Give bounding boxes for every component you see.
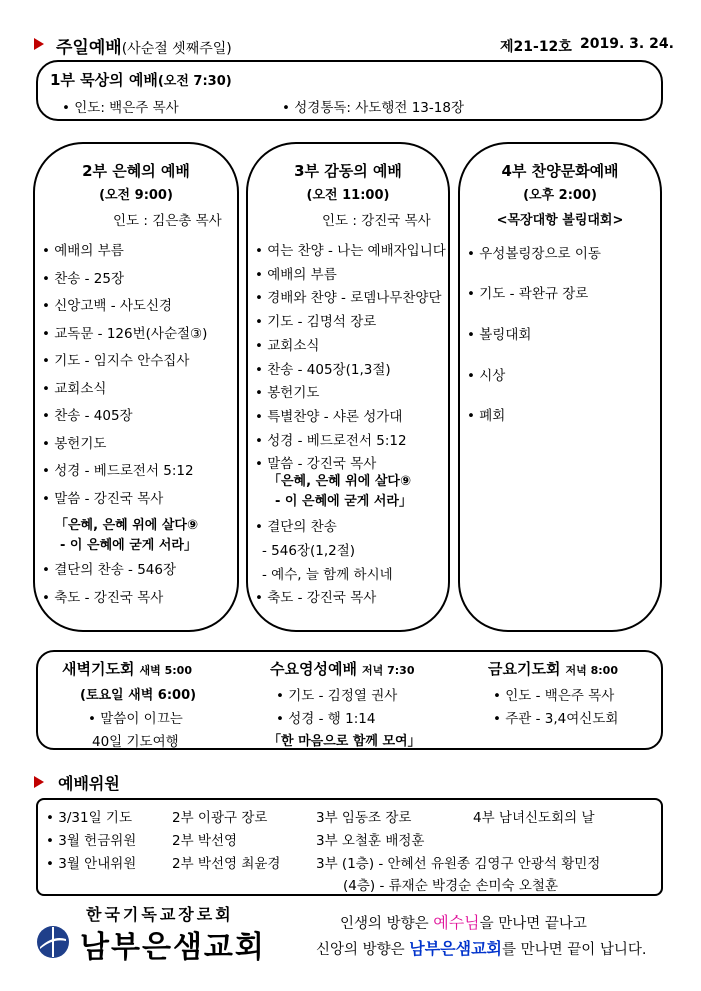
service3-item-benediction: • 축도 - 강진국 목사 (255, 590, 377, 606)
service1-title: 1부 묵상의 예배(오전 7:30) (50, 71, 232, 89)
staff-heading: 예배위원 (58, 774, 120, 793)
service3-item: • 기도 - 김명석 장로 (255, 314, 377, 331)
service2-item: • 봉헌기도 (42, 435, 107, 452)
fri-leader: • 인도 - 백은주 목사 (493, 688, 615, 704)
service3-sermon-line2: - 이 은혜에 굳게 서라」 (275, 494, 412, 509)
service4-item-closing: • 폐회 (467, 408, 506, 424)
header-arrow-icon (34, 38, 44, 50)
service3-item: • 특별찬양 - 샤론 성가대 (255, 408, 403, 425)
staff-arrow-icon (34, 776, 44, 788)
service3-item-hymn-number: - 546장(1,2절) (262, 543, 356, 559)
church-logo-icon (36, 925, 70, 959)
service4-title: 4부 찬양문화예배 (501, 162, 619, 180)
wed-reading: • 성경 - 행 1:14 (276, 711, 376, 727)
service4-item-prayer: • 기도 - 곽완규 장로 (467, 286, 589, 302)
staff-row3-p3: 3부 (1층) - 안혜선 유원종 김영구 안광석 황민정 (316, 856, 601, 872)
service2-item: • 말씀 - 강진국 목사 (42, 490, 164, 507)
service3-item: • 여는 찬양 - 나는 예배자입니다 (255, 243, 446, 259)
service2-item: • 찬송 - 25장 (42, 270, 125, 287)
staff-row1-p3: 3부 임동조 장로 (316, 810, 412, 826)
church-name: 남부은샘교회 (80, 930, 266, 965)
service3-item: • 성경 - 베드로전서 5:12 (255, 432, 407, 449)
wed-title: 수요영성예배 저녁 7:30 (270, 660, 415, 678)
service2-item: • 신앙고백 - 사도신경 (42, 298, 173, 314)
service2-sermon-line1: 「은혜, 은혜 위에 살다⑨ (55, 518, 198, 533)
staff-row2-p3: 3부 오철훈 배정훈 (316, 833, 425, 849)
dawn-saturday: (토요일 새벽 6:00) (80, 688, 197, 703)
service2-item: • 교독문 - 126번(사순절③) (42, 325, 208, 342)
service4-time: (오후 2:00) (523, 188, 597, 203)
service2-item: • 기도 - 임지수 안수집사 (42, 353, 190, 369)
service2-item: • 성경 - 베드로전서 5:12 (42, 463, 194, 479)
service4-item-move: • 우성볼링장으로 이동 (467, 246, 601, 262)
service2-item-closing-hymn: • 결단의 찬송 - 546장 (42, 562, 177, 578)
service3-item: • 말씀 - 강진국 목사 (255, 456, 377, 473)
service3-item: • 경배와 찬양 - 로뎀나무찬양단 (255, 290, 442, 307)
dawn-line1: • 말씀이 이끄는 (88, 711, 183, 727)
staff-row3-p2: 2부 박선영 최윤경 (172, 856, 281, 872)
service1-reading: • 성경통독: 사도행전 13-18장 (282, 100, 464, 116)
service2-item: • 교회소식 (42, 380, 107, 397)
dawn-line2: 40일 기도여행 (92, 734, 179, 750)
staff-row1-label: • 3/31일 기도 (46, 810, 132, 826)
fri-host: • 주관 - 3,4여신도회 (493, 711, 619, 727)
wed-prayer: • 기도 - 김정열 권사 (276, 688, 398, 704)
service2-leader: 인도 : 김은총 목사 (113, 213, 222, 229)
service2-item: • 찬송 - 405장 (42, 408, 133, 424)
service4-event: <목장대항 볼링대회> (496, 213, 624, 228)
service3-time: (오전 11:00) (306, 188, 390, 203)
staff-row4: (4층) - 류재순 박경순 손미숙 오철훈 (343, 878, 558, 894)
service3-item: • 교회소식 (255, 337, 320, 354)
service4-item-awards: • 시상 (467, 368, 506, 384)
service3-item-closing-hymn: • 결단의 찬송 (255, 519, 337, 535)
service2-title: 2부 은혜의 예배 (82, 162, 190, 180)
service2-time: (오전 9:00) (99, 188, 173, 203)
staff-row1-p4: 4부 남녀신도회의 날 (473, 810, 595, 826)
service3-title: 3부 감동의 예배 (294, 162, 402, 180)
service3-sermon-line1: 「은혜, 은혜 위에 살다⑨ (268, 474, 411, 489)
service3-leader: 인도 : 강진국 목사 (322, 213, 431, 229)
service1-leader: • 인도: 백은주 목사 (62, 100, 179, 116)
dawn-title: 새벽기도회 새벽 5:00 (62, 660, 192, 678)
service2-sermon-line2: - 이 은혜에 굳게 서라」 (60, 538, 197, 553)
slogan-line2: 신앙의 방향은 남부은샘교회를 만나면 끝이 납니다. (316, 939, 647, 958)
service4-item-bowling: • 볼링대회 (467, 327, 532, 343)
fri-title: 금요기도회 저녁 8:00 (488, 660, 618, 678)
service3-item: • 찬송 - 405장(1,3절) (255, 361, 391, 378)
issue-date: 2019. 3. 24. (580, 36, 674, 52)
issue-number: 제21-12호 (500, 39, 572, 55)
service2-item-benediction: • 축도 - 강진국 목사 (42, 590, 164, 606)
service3-item-hymn-title: - 예수, 늘 함께 하시네 (262, 567, 393, 583)
staff-row1-p2: 2부 이광구 장로 (172, 810, 268, 826)
service3-item: • 예배의 부름 (255, 266, 337, 283)
staff-row2-p2: 2부 박선영 (172, 833, 238, 849)
slogan-line1: 인생의 방향은 예수님을 만나면 끝나고 (340, 913, 587, 932)
page-title: 주일예배(사순절 셋째주일) (56, 38, 232, 58)
staff-row3-label: • 3월 안내위원 (46, 856, 137, 872)
service3-item: • 봉헌기도 (255, 385, 320, 402)
denomination-name: 한국기독교장로회 (86, 905, 234, 924)
wed-sermon: 「한 마음으로 함께 모여」 (268, 734, 421, 749)
service2-item: • 예배의 부름 (42, 243, 124, 259)
staff-row2-label: • 3월 헌금위원 (46, 833, 137, 849)
